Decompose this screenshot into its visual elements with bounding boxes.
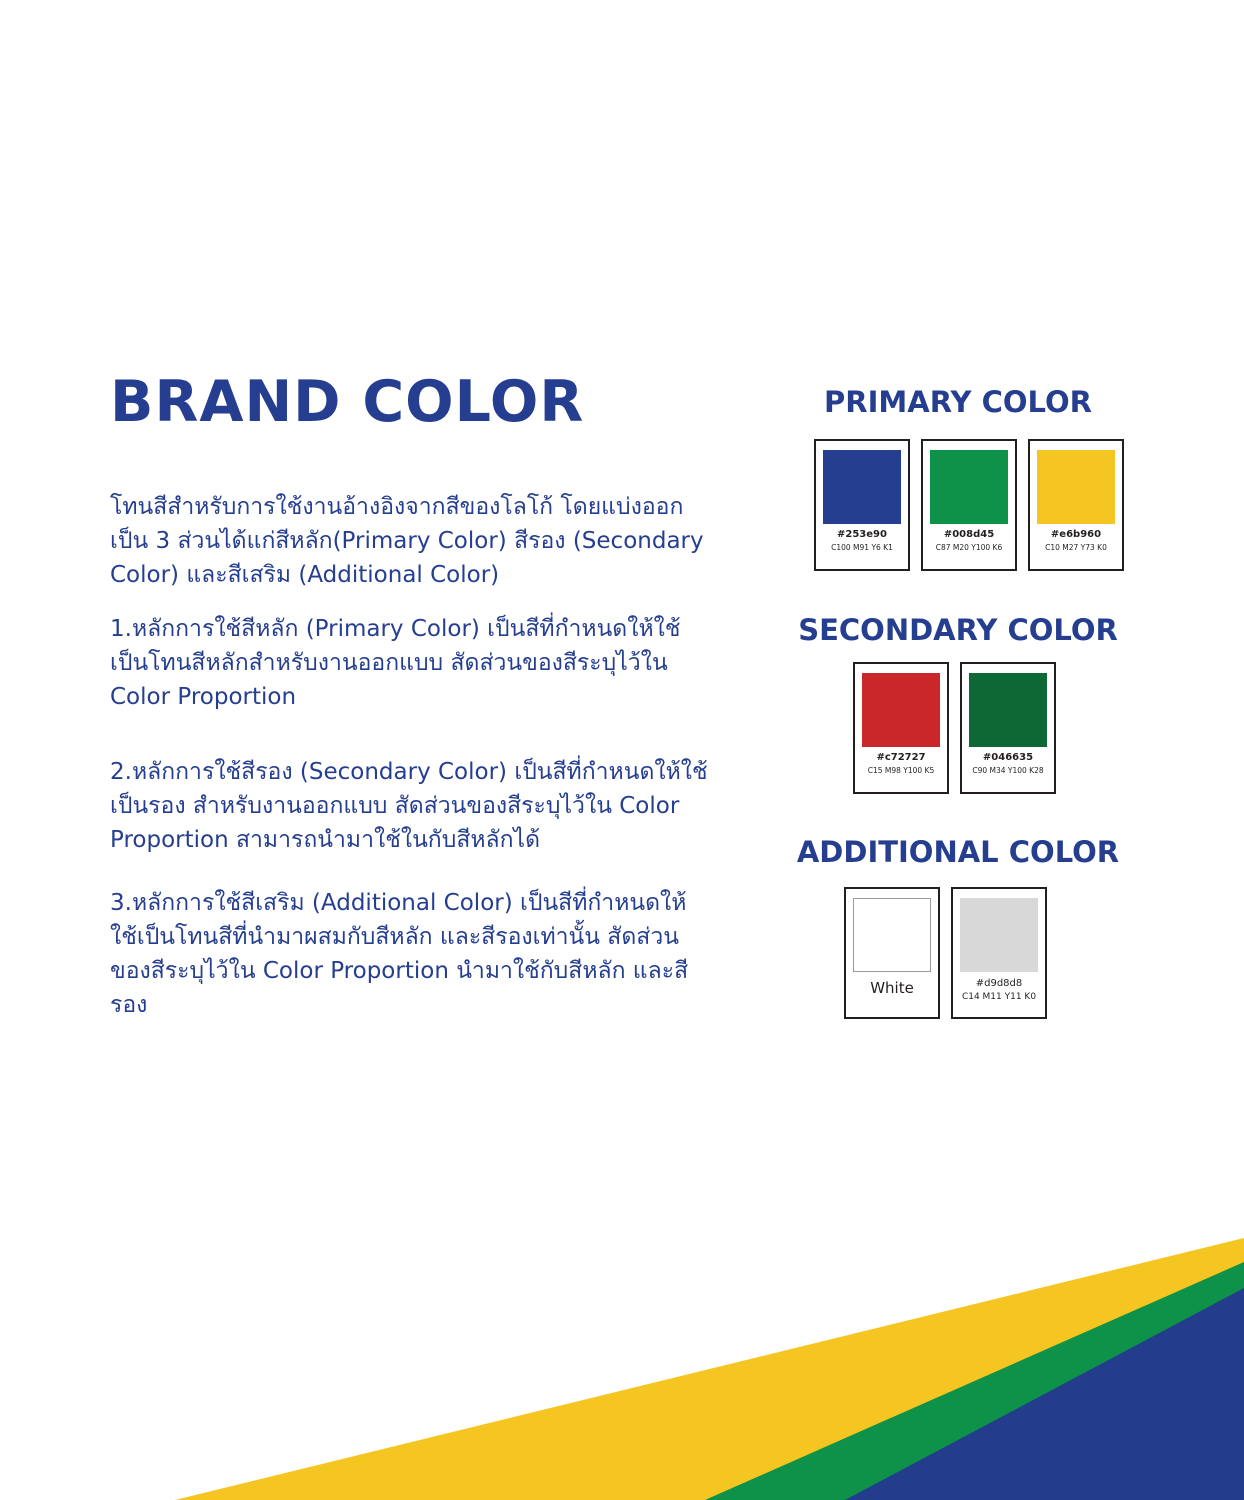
- secondary-color-heading: SECONDARY COLOR: [798, 613, 1118, 647]
- swatch-cmyk-values: C87 M20 Y100 K6: [935, 543, 1003, 552]
- swatch-hex-code: #d9d8d8: [975, 978, 1023, 989]
- swatch-cmyk-values: C10 M27 Y73 K0: [1045, 543, 1107, 552]
- additional-rule-paragraph: 3.หลักการใช้สีเสริม (Additional Color) เป็นสีที่กำหนดให้ใช้เป็นโทนสีที่นำมาผสมกับสีหลัก และสีรองเท่านั้น สัดส่วนของสีระบุไว้ใน Color Proportion นำมาใช้กับสีหลัก และสีรอง: [110, 890, 689, 1018]
- swatch-hex-code: #008d45: [943, 529, 995, 540]
- swatch-hex-code: #253e90: [837, 529, 887, 540]
- swatch-cmyk-values: C100 M91 Y6 K1: [831, 543, 893, 552]
- primary-color-heading: PRIMARY COLOR: [824, 385, 1092, 419]
- swatch-color-name: White: [870, 979, 914, 997]
- swatch-hex-code: #c72727: [876, 752, 926, 763]
- swatch-cmyk-values: C14 M11 Y11 K0: [961, 992, 1037, 1002]
- swatch-hex-code: #046635: [982, 752, 1034, 763]
- secondary-rule-paragraph: 2.หลักการใช้สีรอง (Secondary Color) เป็นสีที่กำหนดให้ใช้เป็นรอง สำหรับงานออกแบบ สัดส่วนของสีระบุไว้ใน Color Proportion สามารถนำมาใช้ในกับสีหลักได้: [110, 759, 708, 853]
- swatch-cmyk-values: C90 M34 Y100 K28: [972, 766, 1044, 775]
- page-title: BRAND COLOR: [110, 369, 585, 435]
- primary-rule-paragraph: 1.หลักการใช้สีหลัก (Primary Color) เป็นสีที่กำหนดให้ใช้เป็นโทนสีหลักสำหรับงานออกแบบ สัดส่วนของสีระบุไว้ใน Color Proportion: [110, 616, 681, 710]
- swatch-cmyk-values: C15 M98 Y100 K5: [867, 766, 935, 775]
- intro-paragraph: โทนสีสำหรับการใช้งานอ้างอิงจากสีของโลโก้ โดยแบ่งออกเป็น 3 ส่วนได้แก่สีหลัก(Primary Color) สีรอง (Secondary Color) และสีเสริม (Additional Color): [110, 494, 704, 588]
- swatch-hex-code: #e6b960: [1050, 529, 1102, 540]
- additional-color-heading: ADDITIONAL COLOR: [796, 835, 1120, 869]
